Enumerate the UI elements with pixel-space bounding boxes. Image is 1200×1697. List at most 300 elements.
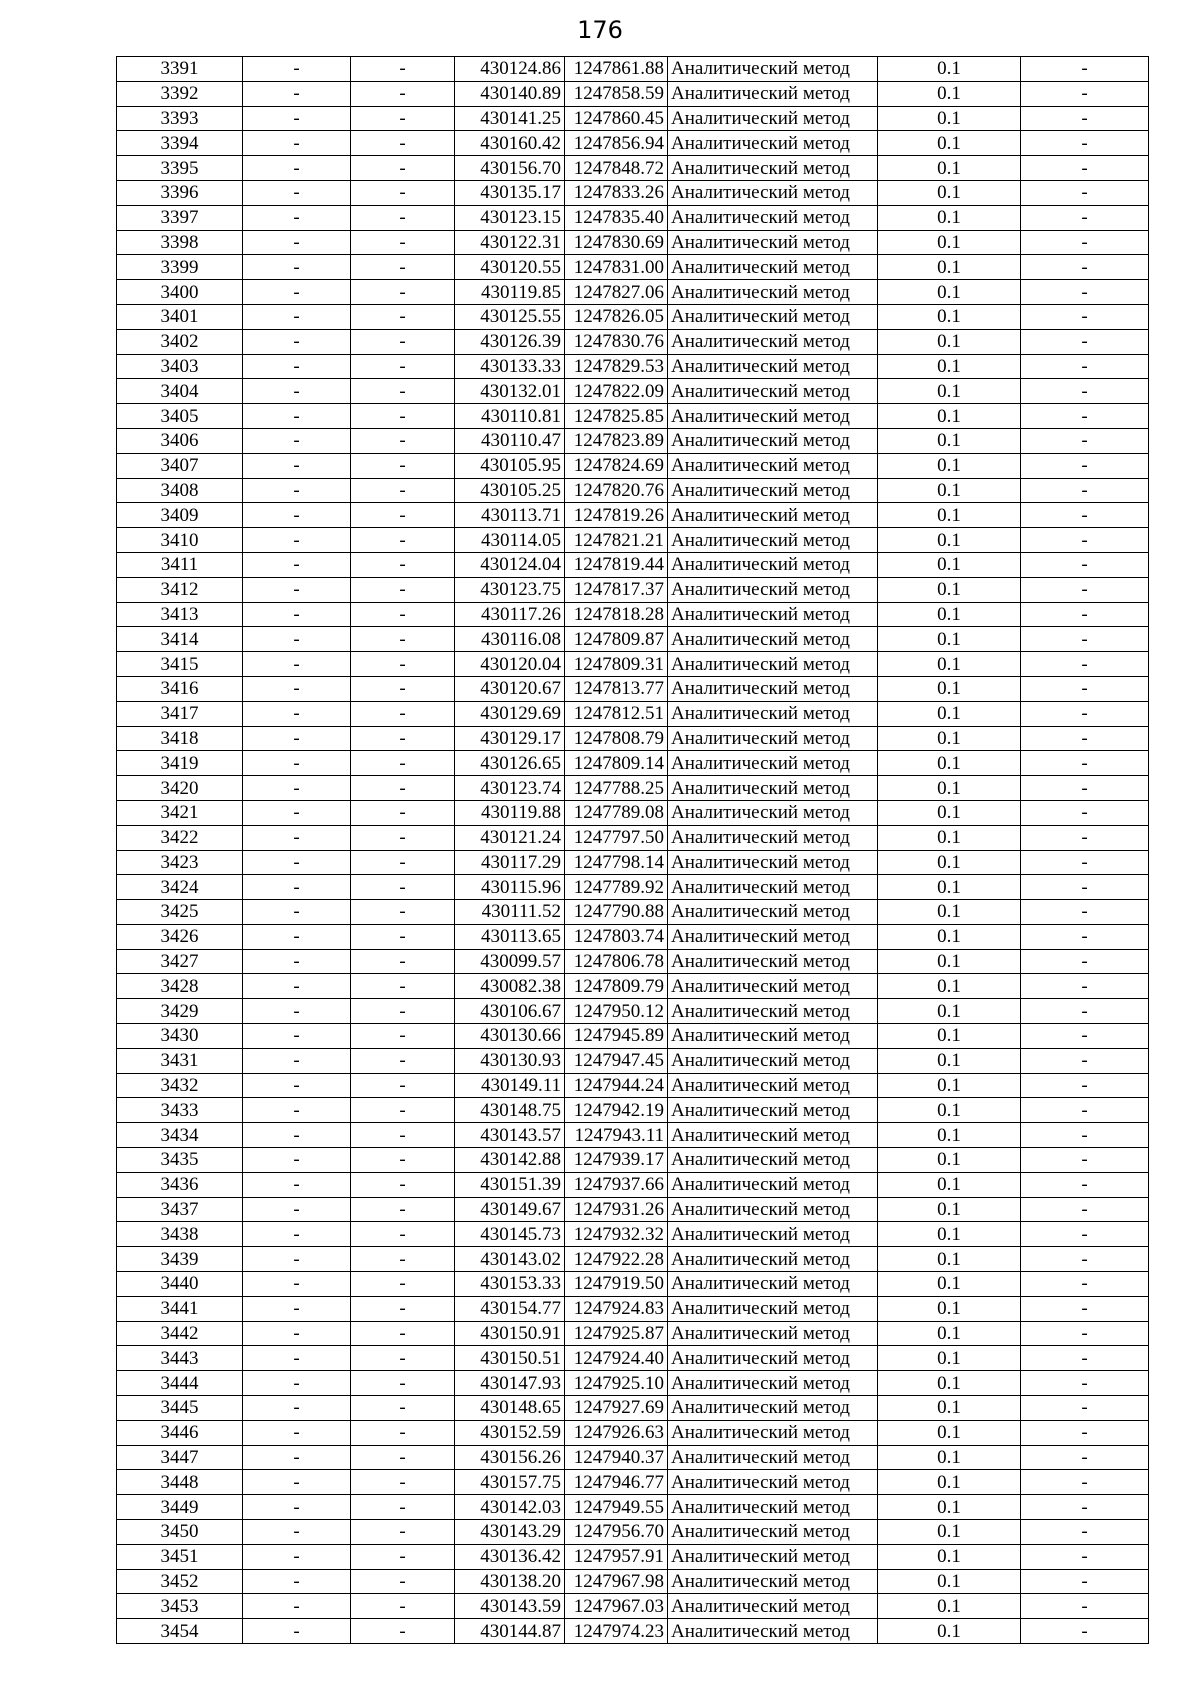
empty-cell: - <box>1021 1123 1149 1148</box>
point-number-cell: 3411 <box>117 552 243 577</box>
point-number-cell: 3400 <box>117 280 243 305</box>
empty-cell: - <box>351 1371 455 1396</box>
precision-cell: 0.1 <box>878 577 1021 602</box>
empty-cell: - <box>1021 230 1149 255</box>
y-coordinate-cell: 1247925.87 <box>565 1321 668 1346</box>
empty-cell: - <box>1021 800 1149 825</box>
precision-cell: 0.1 <box>878 1371 1021 1396</box>
coordinates-table-body <box>117 57 1149 1644</box>
y-coordinate-cell: 1247813.77 <box>565 676 668 701</box>
table-row <box>117 701 1149 726</box>
empty-cell: - <box>1021 81 1149 106</box>
method-cell: Аналитический метод <box>668 949 878 974</box>
empty-cell: - <box>351 1098 455 1123</box>
empty-cell: - <box>243 255 351 280</box>
empty-cell: - <box>351 1520 455 1545</box>
method-cell: Аналитический метод <box>668 1048 878 1073</box>
empty-cell: - <box>243 354 351 379</box>
point-number-cell: 3439 <box>117 1247 243 1272</box>
precision-cell: 0.1 <box>878 379 1021 404</box>
method-cell: Аналитический метод <box>668 1544 878 1569</box>
table-row <box>117 1222 1149 1247</box>
empty-cell: - <box>351 1594 455 1619</box>
empty-cell: - <box>243 1197 351 1222</box>
x-coordinate-cell: 430121.24 <box>455 825 565 850</box>
x-coordinate-cell: 430160.42 <box>455 131 565 156</box>
empty-cell: - <box>243 1098 351 1123</box>
x-coordinate-cell: 430119.88 <box>455 800 565 825</box>
empty-cell: - <box>1021 1272 1149 1297</box>
x-coordinate-cell: 430154.77 <box>455 1296 565 1321</box>
y-coordinate-cell: 1247924.83 <box>565 1296 668 1321</box>
empty-cell: - <box>1021 1048 1149 1073</box>
point-number-cell: 3434 <box>117 1123 243 1148</box>
y-coordinate-cell: 1247803.74 <box>565 924 668 949</box>
method-cell: Аналитический метод <box>668 900 878 925</box>
method-cell: Аналитический метод <box>668 1569 878 1594</box>
empty-cell: - <box>351 751 455 776</box>
y-coordinate-cell: 1247858.59 <box>565 81 668 106</box>
empty-cell: - <box>243 1172 351 1197</box>
x-coordinate-cell: 430144.87 <box>455 1619 565 1644</box>
x-coordinate-cell: 430116.08 <box>455 627 565 652</box>
empty-cell: - <box>1021 776 1149 801</box>
table-row <box>117 1148 1149 1173</box>
table-row <box>117 900 1149 925</box>
empty-cell: - <box>351 156 455 181</box>
x-coordinate-cell: 430135.17 <box>455 180 565 205</box>
x-coordinate-cell: 430119.85 <box>455 280 565 305</box>
empty-cell: - <box>1021 528 1149 553</box>
empty-cell: - <box>351 900 455 925</box>
y-coordinate-cell: 1247919.50 <box>565 1272 668 1297</box>
empty-cell: - <box>351 825 455 850</box>
x-coordinate-cell: 430105.95 <box>455 453 565 478</box>
y-coordinate-cell: 1247806.78 <box>565 949 668 974</box>
x-coordinate-cell: 430126.39 <box>455 329 565 354</box>
precision-cell: 0.1 <box>878 1048 1021 1073</box>
empty-cell: - <box>351 875 455 900</box>
precision-cell: 0.1 <box>878 304 1021 329</box>
y-coordinate-cell: 1247823.89 <box>565 428 668 453</box>
empty-cell: - <box>243 800 351 825</box>
empty-cell: - <box>243 1371 351 1396</box>
y-coordinate-cell: 1247789.08 <box>565 800 668 825</box>
empty-cell: - <box>351 81 455 106</box>
precision-cell: 0.1 <box>878 1544 1021 1569</box>
point-number-cell: 3396 <box>117 180 243 205</box>
y-coordinate-cell: 1247797.50 <box>565 825 668 850</box>
method-cell: Аналитический метод <box>668 726 878 751</box>
empty-cell: - <box>243 329 351 354</box>
x-coordinate-cell: 430148.75 <box>455 1098 565 1123</box>
page-number: 176 <box>577 16 623 44</box>
empty-cell: - <box>1021 825 1149 850</box>
table-row <box>117 280 1149 305</box>
y-coordinate-cell: 1247950.12 <box>565 999 668 1024</box>
method-cell: Аналитический метод <box>668 1197 878 1222</box>
point-number-cell: 3419 <box>117 751 243 776</box>
method-cell: Аналитический метод <box>668 1346 878 1371</box>
point-number-cell: 3428 <box>117 974 243 999</box>
method-cell: Аналитический метод <box>668 850 878 875</box>
x-coordinate-cell: 430143.57 <box>455 1123 565 1148</box>
point-number-cell: 3393 <box>117 106 243 131</box>
empty-cell: - <box>1021 280 1149 305</box>
precision-cell: 0.1 <box>878 1197 1021 1222</box>
empty-cell: - <box>1021 1321 1149 1346</box>
precision-cell: 0.1 <box>878 1420 1021 1445</box>
empty-cell: - <box>351 478 455 503</box>
empty-cell: - <box>243 1470 351 1495</box>
x-coordinate-cell: 430120.67 <box>455 676 565 701</box>
precision-cell: 0.1 <box>878 81 1021 106</box>
empty-cell: - <box>1021 974 1149 999</box>
point-number-cell: 3413 <box>117 602 243 627</box>
point-number-cell: 3423 <box>117 850 243 875</box>
empty-cell: - <box>351 131 455 156</box>
point-number-cell: 3453 <box>117 1594 243 1619</box>
y-coordinate-cell: 1247812.51 <box>565 701 668 726</box>
empty-cell: - <box>351 924 455 949</box>
empty-cell: - <box>243 1073 351 1098</box>
table-row <box>117 354 1149 379</box>
empty-cell: - <box>351 850 455 875</box>
table-row <box>117 751 1149 776</box>
table-row <box>117 255 1149 280</box>
x-coordinate-cell: 430130.66 <box>455 1024 565 1049</box>
table-row <box>117 428 1149 453</box>
x-coordinate-cell: 430123.74 <box>455 776 565 801</box>
empty-cell: - <box>1021 552 1149 577</box>
x-coordinate-cell: 430124.04 <box>455 552 565 577</box>
y-coordinate-cell: 1247822.09 <box>565 379 668 404</box>
empty-cell: - <box>243 825 351 850</box>
empty-cell: - <box>243 304 351 329</box>
x-coordinate-cell: 430136.42 <box>455 1544 565 1569</box>
empty-cell: - <box>1021 577 1149 602</box>
empty-cell: - <box>243 1346 351 1371</box>
empty-cell: - <box>351 1445 455 1470</box>
point-number-cell: 3414 <box>117 627 243 652</box>
precision-cell: 0.1 <box>878 1272 1021 1297</box>
x-coordinate-cell: 430151.39 <box>455 1172 565 1197</box>
empty-cell: - <box>243 453 351 478</box>
method-cell: Аналитический метод <box>668 453 878 478</box>
empty-cell: - <box>1021 1172 1149 1197</box>
empty-cell: - <box>351 205 455 230</box>
table-row <box>117 304 1149 329</box>
empty-cell: - <box>243 1024 351 1049</box>
empty-cell: - <box>243 528 351 553</box>
method-cell: Аналитический метод <box>668 1222 878 1247</box>
method-cell: Аналитический метод <box>668 676 878 701</box>
y-coordinate-cell: 1247922.28 <box>565 1247 668 1272</box>
empty-cell: - <box>1021 1520 1149 1545</box>
precision-cell: 0.1 <box>878 1346 1021 1371</box>
table-row <box>117 1123 1149 1148</box>
point-number-cell: 3431 <box>117 1048 243 1073</box>
x-coordinate-cell: 430143.29 <box>455 1520 565 1545</box>
y-coordinate-cell: 1247820.76 <box>565 478 668 503</box>
empty-cell: - <box>1021 1197 1149 1222</box>
x-coordinate-cell: 430099.57 <box>455 949 565 974</box>
x-coordinate-cell: 430141.25 <box>455 106 565 131</box>
precision-cell: 0.1 <box>878 1098 1021 1123</box>
empty-cell: - <box>351 1569 455 1594</box>
x-coordinate-cell: 430111.52 <box>455 900 565 925</box>
empty-cell: - <box>1021 652 1149 677</box>
y-coordinate-cell: 1247956.70 <box>565 1520 668 1545</box>
empty-cell: - <box>1021 1296 1149 1321</box>
precision-cell: 0.1 <box>878 1470 1021 1495</box>
point-number-cell: 3397 <box>117 205 243 230</box>
empty-cell: - <box>351 106 455 131</box>
empty-cell: - <box>351 354 455 379</box>
x-coordinate-cell: 430133.33 <box>455 354 565 379</box>
table-row <box>117 1594 1149 1619</box>
x-coordinate-cell: 430130.93 <box>455 1048 565 1073</box>
empty-cell: - <box>243 776 351 801</box>
empty-cell: - <box>1021 478 1149 503</box>
y-coordinate-cell: 1247824.69 <box>565 453 668 478</box>
y-coordinate-cell: 1247830.76 <box>565 329 668 354</box>
method-cell: Аналитический метод <box>668 974 878 999</box>
point-number-cell: 3417 <box>117 701 243 726</box>
precision-cell: 0.1 <box>878 751 1021 776</box>
point-number-cell: 3450 <box>117 1520 243 1545</box>
precision-cell: 0.1 <box>878 1024 1021 1049</box>
precision-cell: 0.1 <box>878 404 1021 429</box>
y-coordinate-cell: 1247957.91 <box>565 1544 668 1569</box>
point-number-cell: 3441 <box>117 1296 243 1321</box>
table-row <box>117 230 1149 255</box>
empty-cell: - <box>243 280 351 305</box>
method-cell: Аналитический метод <box>668 503 878 528</box>
table-row <box>117 652 1149 677</box>
empty-cell: - <box>1021 701 1149 726</box>
method-cell: Аналитический метод <box>668 1445 878 1470</box>
empty-cell: - <box>243 627 351 652</box>
empty-cell: - <box>1021 1073 1149 1098</box>
table-row <box>117 1073 1149 1098</box>
y-coordinate-cell: 1247809.79 <box>565 974 668 999</box>
table-row <box>117 825 1149 850</box>
x-coordinate-cell: 430129.17 <box>455 726 565 751</box>
precision-cell: 0.1 <box>878 1619 1021 1644</box>
point-number-cell: 3442 <box>117 1321 243 1346</box>
empty-cell: - <box>351 1222 455 1247</box>
empty-cell: - <box>351 1619 455 1644</box>
precision-cell: 0.1 <box>878 1495 1021 1520</box>
table-row <box>117 81 1149 106</box>
precision-cell: 0.1 <box>878 255 1021 280</box>
table-row <box>117 404 1149 429</box>
y-coordinate-cell: 1247821.21 <box>565 528 668 553</box>
empty-cell: - <box>243 701 351 726</box>
point-number-cell: 3399 <box>117 255 243 280</box>
empty-cell: - <box>351 379 455 404</box>
empty-cell: - <box>1021 428 1149 453</box>
empty-cell: - <box>351 1495 455 1520</box>
table-row <box>117 850 1149 875</box>
empty-cell: - <box>1021 503 1149 528</box>
table-row <box>117 776 1149 801</box>
method-cell: Аналитический метод <box>668 57 878 82</box>
empty-cell: - <box>1021 1148 1149 1173</box>
x-coordinate-cell: 430123.75 <box>455 577 565 602</box>
table-row <box>117 577 1149 602</box>
point-number-cell: 3421 <box>117 800 243 825</box>
empty-cell: - <box>351 776 455 801</box>
y-coordinate-cell: 1247943.11 <box>565 1123 668 1148</box>
point-number-cell: 3446 <box>117 1420 243 1445</box>
empty-cell: - <box>351 999 455 1024</box>
empty-cell: - <box>351 1396 455 1421</box>
point-number-cell: 3447 <box>117 1445 243 1470</box>
point-number-cell: 3435 <box>117 1148 243 1173</box>
table-row <box>117 156 1149 181</box>
method-cell: Аналитический метод <box>668 776 878 801</box>
empty-cell: - <box>243 900 351 925</box>
point-number-cell: 3391 <box>117 57 243 82</box>
empty-cell: - <box>1021 1346 1149 1371</box>
x-coordinate-cell: 430152.59 <box>455 1420 565 1445</box>
empty-cell: - <box>1021 924 1149 949</box>
method-cell: Аналитический метод <box>668 1396 878 1421</box>
empty-cell: - <box>1021 850 1149 875</box>
y-coordinate-cell: 1247809.31 <box>565 652 668 677</box>
empty-cell: - <box>1021 57 1149 82</box>
y-coordinate-cell: 1247819.26 <box>565 503 668 528</box>
empty-cell: - <box>243 974 351 999</box>
method-cell: Аналитический метод <box>668 1296 878 1321</box>
point-number-cell: 3395 <box>117 156 243 181</box>
y-coordinate-cell: 1247835.40 <box>565 205 668 230</box>
method-cell: Аналитический метод <box>668 478 878 503</box>
method-cell: Аналитический метод <box>668 701 878 726</box>
empty-cell: - <box>351 57 455 82</box>
precision-cell: 0.1 <box>878 974 1021 999</box>
empty-cell: - <box>351 1346 455 1371</box>
point-number-cell: 3405 <box>117 404 243 429</box>
precision-cell: 0.1 <box>878 1123 1021 1148</box>
empty-cell: - <box>351 528 455 553</box>
y-coordinate-cell: 1247945.89 <box>565 1024 668 1049</box>
point-number-cell: 3418 <box>117 726 243 751</box>
point-number-cell: 3422 <box>117 825 243 850</box>
empty-cell: - <box>351 404 455 429</box>
empty-cell: - <box>1021 627 1149 652</box>
precision-cell: 0.1 <box>878 1445 1021 1470</box>
method-cell: Аналитический метод <box>668 180 878 205</box>
point-number-cell: 3398 <box>117 230 243 255</box>
x-coordinate-cell: 430138.20 <box>455 1569 565 1594</box>
precision-cell: 0.1 <box>878 1520 1021 1545</box>
method-cell: Аналитический метод <box>668 131 878 156</box>
method-cell: Аналитический метод <box>668 428 878 453</box>
empty-cell: - <box>1021 1445 1149 1470</box>
empty-cell: - <box>1021 1544 1149 1569</box>
point-number-cell: 3406 <box>117 428 243 453</box>
empty-cell: - <box>351 652 455 677</box>
precision-cell: 0.1 <box>878 850 1021 875</box>
x-coordinate-cell: 430110.81 <box>455 404 565 429</box>
precision-cell: 0.1 <box>878 106 1021 131</box>
y-coordinate-cell: 1247947.45 <box>565 1048 668 1073</box>
x-coordinate-cell: 430143.02 <box>455 1247 565 1272</box>
empty-cell: - <box>243 81 351 106</box>
precision-cell: 0.1 <box>878 1073 1021 1098</box>
method-cell: Аналитический метод <box>668 280 878 305</box>
empty-cell: - <box>351 676 455 701</box>
empty-cell: - <box>1021 1222 1149 1247</box>
precision-cell: 0.1 <box>878 1172 1021 1197</box>
empty-cell: - <box>1021 1247 1149 1272</box>
empty-cell: - <box>1021 453 1149 478</box>
table-row <box>117 552 1149 577</box>
empty-cell: - <box>243 478 351 503</box>
method-cell: Аналитический метод <box>668 205 878 230</box>
y-coordinate-cell: 1247798.14 <box>565 850 668 875</box>
table-row <box>117 453 1149 478</box>
empty-cell: - <box>1021 255 1149 280</box>
point-number-cell: 3429 <box>117 999 243 1024</box>
point-number-cell: 3451 <box>117 1544 243 1569</box>
precision-cell: 0.1 <box>878 1321 1021 1346</box>
empty-cell: - <box>351 627 455 652</box>
y-coordinate-cell: 1247856.94 <box>565 131 668 156</box>
empty-cell: - <box>351 1172 455 1197</box>
table-row <box>117 1420 1149 1445</box>
empty-cell: - <box>1021 1470 1149 1495</box>
point-number-cell: 3424 <box>117 875 243 900</box>
empty-cell: - <box>243 131 351 156</box>
empty-cell: - <box>1021 726 1149 751</box>
table-row <box>117 1048 1149 1073</box>
precision-cell: 0.1 <box>878 156 1021 181</box>
x-coordinate-cell: 430117.26 <box>455 602 565 627</box>
x-coordinate-cell: 430150.51 <box>455 1346 565 1371</box>
y-coordinate-cell: 1247830.69 <box>565 230 668 255</box>
method-cell: Аналитический метод <box>668 552 878 577</box>
x-coordinate-cell: 430117.29 <box>455 850 565 875</box>
point-number-cell: 3402 <box>117 329 243 354</box>
x-coordinate-cell: 430149.11 <box>455 1073 565 1098</box>
precision-cell: 0.1 <box>878 652 1021 677</box>
precision-cell: 0.1 <box>878 726 1021 751</box>
y-coordinate-cell: 1247931.26 <box>565 1197 668 1222</box>
table-row <box>117 180 1149 205</box>
precision-cell: 0.1 <box>878 180 1021 205</box>
x-coordinate-cell: 430114.05 <box>455 528 565 553</box>
precision-cell: 0.1 <box>878 800 1021 825</box>
method-cell: Аналитический метод <box>668 1619 878 1644</box>
method-cell: Аналитический метод <box>668 1148 878 1173</box>
empty-cell: - <box>1021 304 1149 329</box>
empty-cell: - <box>243 503 351 528</box>
table-row <box>117 602 1149 627</box>
point-number-cell: 3408 <box>117 478 243 503</box>
empty-cell: - <box>243 850 351 875</box>
point-number-cell: 3407 <box>117 453 243 478</box>
point-number-cell: 3433 <box>117 1098 243 1123</box>
empty-cell: - <box>351 1544 455 1569</box>
point-number-cell: 3444 <box>117 1371 243 1396</box>
table-row <box>117 875 1149 900</box>
y-coordinate-cell: 1247925.10 <box>565 1371 668 1396</box>
point-number-cell: 3401 <box>117 304 243 329</box>
